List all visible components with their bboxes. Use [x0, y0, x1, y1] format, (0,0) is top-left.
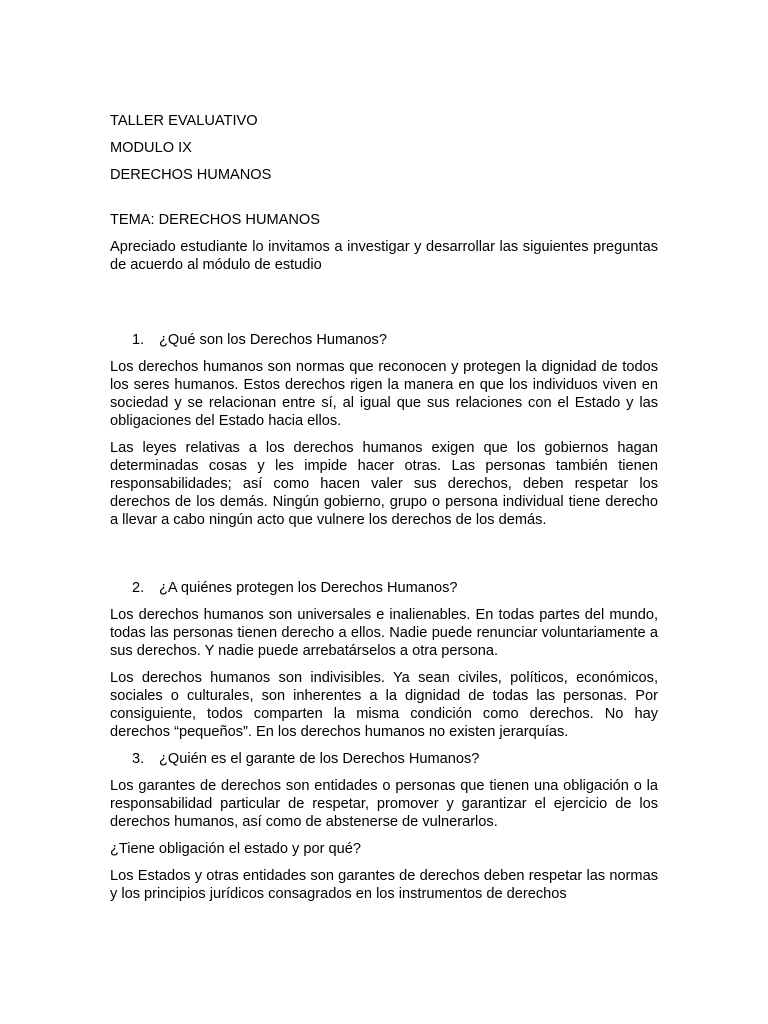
answer-1-paragraph-1: Los derechos humanos son normas que reconocen y protegen la dignidad de todos los seres humanos. Estos derechos rigen la manera en que los individuos viven en sociedad y se relacionan entre sí, al igual que sus relaciones con el Estado y las obligaciones del Estado hacia ellos. — [110, 359, 658, 429]
spacer — [110, 283, 658, 331]
question-text: ¿Qué son los Derechos Humanos? — [159, 332, 387, 348]
question-2 — [110, 579, 658, 597]
question-3 — [110, 750, 658, 768]
spacer — [110, 538, 658, 579]
header-module: MODULO IX — [110, 140, 192, 156]
answer-3-paragraph-2: Los Estados y otras entidades son garantes de derechos deben respetar las normas y los principios jurídicos consagrados en los instrumentos de derechos — [110, 868, 658, 902]
answer-3-subquestion: ¿Tiene obligación el estado y por qué? — [110, 841, 361, 857]
question-text: ¿Quién es el garante de los Derechos Humanos? — [159, 751, 480, 767]
question-number: 1. — [132, 332, 145, 348]
header-title: TALLER EVALUATIVO — [110, 113, 258, 129]
answer-1-paragraph-2: Las leyes relativas a los derechos humanos exigen que los gobiernos hagan determinadas cosas y les impide hacer otras. Las personas también tienen responsabilidades; así como hacen valer sus derechos, deben respetar los derechos de los demás. Ningún gobierno, grupo o persona individual tiene derecho a llevar a cabo ningún acto que vulnere los derechos de los demás. — [110, 440, 658, 528]
tema-heading: TEMA: DERECHOS HUMANOS — [110, 212, 321, 228]
spacer — [110, 193, 658, 211]
answer-3-paragraph-1: Los garantes de derechos son entidades o personas que tienen una obligación o la responsabilidad particular de respetar, promover y garantizar el ejercicio de los derechos humanos, así como de abstenerse de vulnerarlos. — [110, 778, 658, 830]
document-page — [110, 112, 658, 912]
header-subject: DERECHOS HUMANOS — [110, 167, 272, 183]
intro-paragraph: Apreciado estudiante lo invitamos a investigar y desarrollar las siguientes preguntas de acuerdo al módulo de estudio — [110, 239, 658, 273]
answer-2-paragraph-1: Los derechos humanos son universales e inalienables. En todas partes del mundo, todas las personas tienen derecho a ellos. Nadie puede renunciar voluntariamente a sus derechos. Y nadie puede arrebatárselos a otra persona. — [110, 607, 658, 659]
answer-2-paragraph-2: Los derechos humanos son indivisibles. Ya sean civiles, políticos, económicos, sociales o culturales, son inherentes a la dignidad de todas las personas. Por consiguiente, todos comparten la misma condición como derechos. No hay derechos “pequeños”. En los derechos humanos no existen jerarquías. — [110, 670, 658, 740]
question-1 — [110, 331, 658, 349]
question-number: 3. — [132, 751, 145, 767]
question-text: ¿A quiénes protegen los Derechos Humanos? — [159, 580, 458, 596]
question-number: 2. — [132, 580, 145, 596]
